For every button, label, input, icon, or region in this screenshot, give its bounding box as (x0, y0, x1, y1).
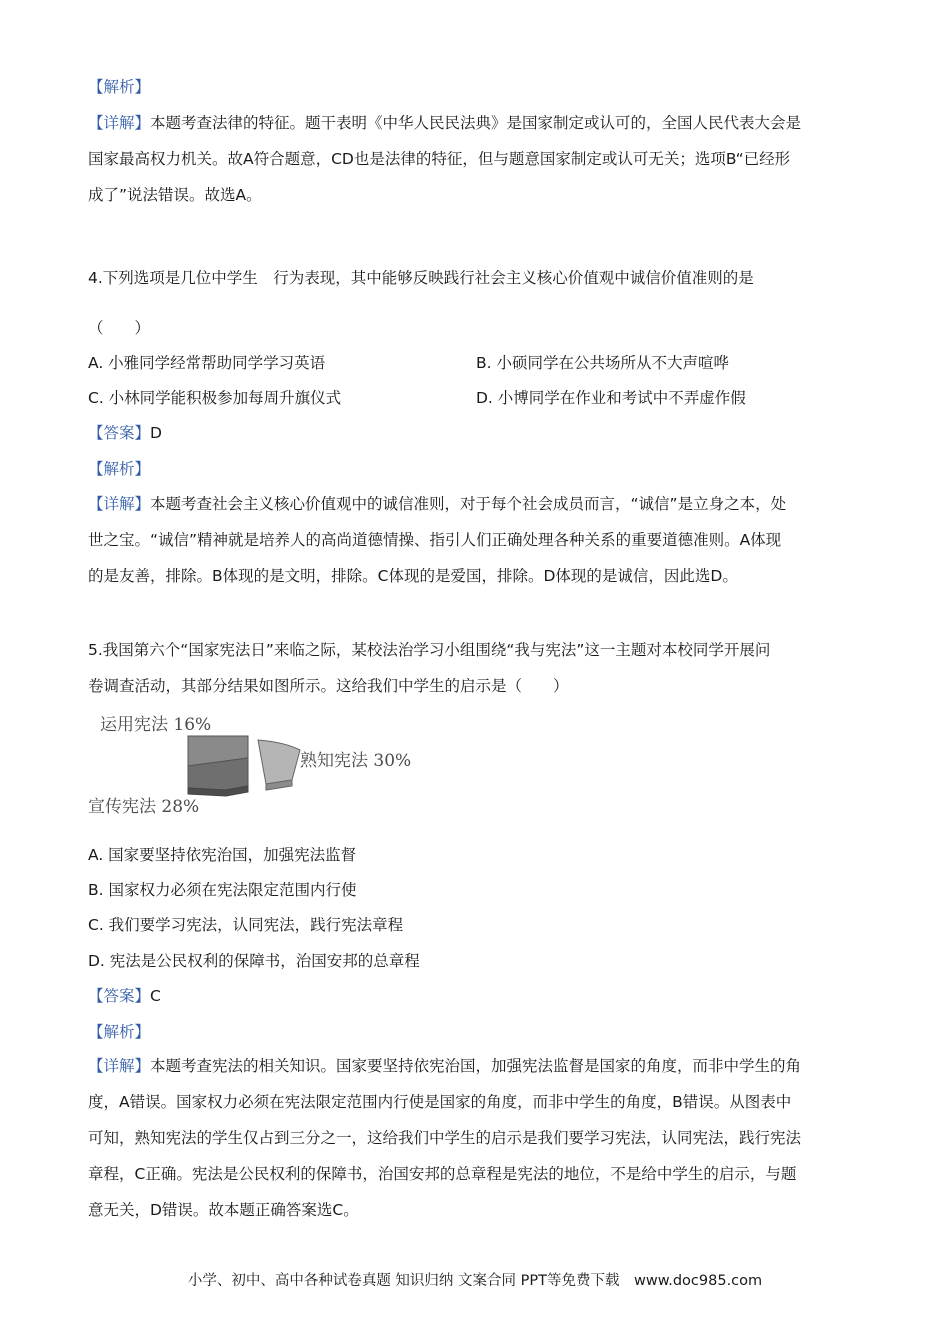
q5-analysis-tag: 【解析】 (88, 1023, 151, 1041)
chart-label-apply: 运用宪法 16% (100, 715, 212, 735)
q4-detail-line-2: 世之宝。“诚信”精神就是培养人的高尚道德情操、指引人们正确处理各种关系的重要道德准则。A体现 (88, 531, 782, 549)
q3-detail-line-3: 成了”说法错误。故选A。 (88, 186, 262, 204)
page-footer: 小学、初中、高中各种试卷真题 知识归纳 文案合同 PPT等免费下载 www.doc985.com (187, 1273, 763, 1289)
q3-detail-line-2: 国家最高权力机关。故A符合题意，CD也是法律的特征，但与题意国家制定或认可无关；选项B“已经形 (88, 150, 791, 168)
q5-stem-line-1: 5.我国第六个“国家宪法日”来临之际，某校法治学习小组围绕“我与宪法”这一主题对本校同学开展问 (88, 641, 771, 659)
q5-detail-line-1: 【详解】本题考查宪法的相关知识。国家要坚持依宪治国，加强宪法监督是国家的角度，而非中学生的角 (88, 1057, 802, 1075)
q4-stem-line-2: （ ） (88, 319, 151, 337)
q5-option-d: D. 宪法是公民权利的保障书，治国安邦的总章程 (88, 952, 420, 970)
q5-answer (88, 986, 161, 1006)
q5-answer-value: C (150, 987, 161, 1005)
q3-analysis-tag: 【解析】 (88, 78, 151, 96)
q5-answer-tag: 【答案】 (88, 987, 151, 1005)
q4-detail-line-1: 【详解】本题考查社会主义核心价值观中的诚信准则，对于每个社会成员而言，“诚信”是立身之本，处 (88, 495, 787, 513)
q5-option-a: A. 国家要坚持依宪治国，加强宪法监督 (88, 846, 357, 864)
chart-label-know: 熟知宪法 30% (300, 751, 412, 771)
q4-answer-tag: 【答案】 (88, 424, 151, 442)
q5-stem-line-2: 卷调查活动，其部分结果如图所示。这给我们中学生的启示是（ ） (88, 677, 569, 695)
chart-label-promote: 宣传宪法 28% (88, 797, 200, 817)
survey-pie-chart (88, 706, 448, 818)
q5-option-b: B. 国家权力必须在宪法限定范围内行使 (88, 881, 357, 899)
q4-detail-tag: 【详解】 (88, 495, 151, 513)
q5-detail-line-4: 章程，C正确。宪法是公民权利的保障书，治国安邦的总章程是宪法的地位，不是给中学生的启示，与题 (88, 1165, 797, 1183)
q5-detail-line-3: 可知，熟知宪法的学生仅占到三分之一，这给我们中学生的启示是我们要学习宪法，认同宪法，践行宪法 (88, 1129, 802, 1147)
q4-option-d: D. 小博同学在作业和考试中不弄虚作假 (476, 389, 746, 407)
q3-detail-line-1: 【详解】本题考查法律的特征。题干表明《中华人民民法典》是国家制定或认可的，全国人民代表大会是 (88, 114, 802, 132)
q5-detail-tag: 【详解】 (88, 1057, 151, 1075)
q4-answer-value: D (150, 424, 162, 442)
q4-analysis-tag: 【解析】 (88, 460, 151, 478)
q4-detail-line-3: 的是友善，排除。B体现的是文明，排除。C体现的是爱国，排除。D体现的是诚信，因此选D。 (88, 567, 738, 585)
q5-detail-line-2: 度，A错误。国家权力必须在宪法限定范围内行使是国家的角度，而非中学生的角度，B错误。从图表中 (88, 1093, 792, 1111)
q4-option-c: C. 小林同学能积极参加每周升旗仪式 (88, 389, 342, 407)
q5-detail-line-5: 意无关，D错误。故本题正确答案选C。 (88, 1201, 359, 1219)
q4-option-a: A. 小雅同学经常帮助同学学习英语 (88, 354, 326, 372)
q4-option-b: B. 小硕同学在公共场所从不大声喧哗 (476, 354, 729, 372)
q4-answer (88, 423, 162, 443)
pie-slice-know (258, 740, 300, 784)
q3-detail-tag: 【详解】 (88, 114, 151, 132)
q4-stem-line-1: 4.下列选项是几位中学生 行为表现，其中能够反映践行社会主义核心价值观中诚信价值准则的是 (88, 269, 754, 287)
q5-option-c: C. 我们要学习宪法，认同宪法，践行宪法章程 (88, 916, 404, 934)
